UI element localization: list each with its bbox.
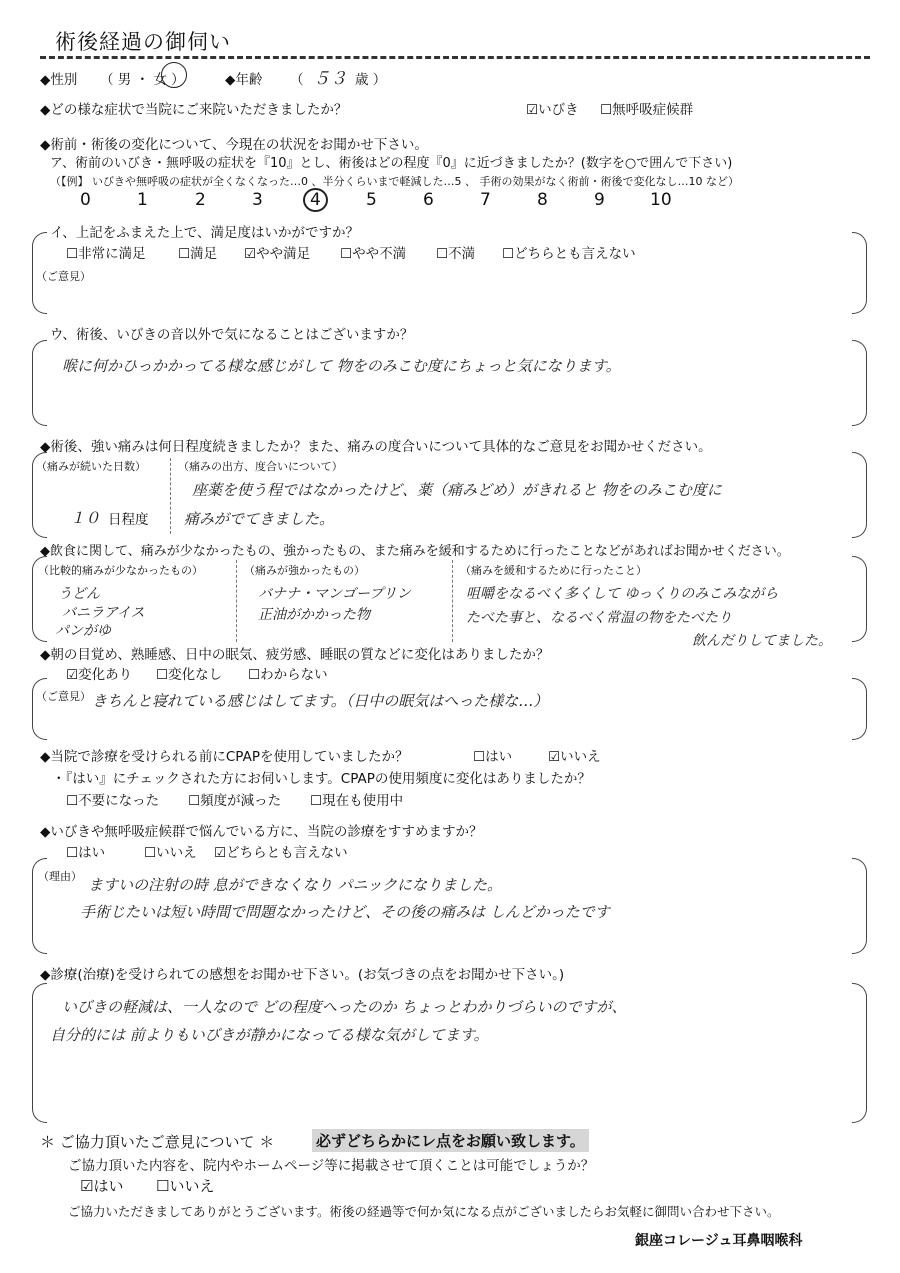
satisfaction-somewhat-satisfied[interactable]: ☑やや満足	[244, 246, 311, 262]
thanks-message: ご協力いただきましてありがとうございます。術後の経過等で何か気になる点がございましたらお気軽に御問い合わせ下さい。	[68, 1204, 780, 1219]
q2-u-answer[interactable]: 喉に何かひっかかってる様な感じがして 物をのみこむ度にちょっと気になります。	[62, 357, 621, 375]
q4-low-item-1[interactable]: うどん	[58, 586, 100, 602]
scale-7[interactable]: 7	[480, 190, 491, 210]
q4-high-item-1[interactable]: バナナ・マンゴープリン	[258, 586, 411, 602]
q1-option-apnea[interactable]: ☐無呼吸症候群	[600, 102, 694, 118]
consent-option-yes[interactable]: ☑はい	[80, 1177, 124, 1195]
scale-2[interactable]: 2	[195, 190, 206, 210]
q4-low-item-2[interactable]: バニラアイス	[62, 605, 145, 621]
q5-option-unchanged[interactable]: ☐変化なし	[156, 667, 223, 683]
q5-question: ◆朝の目覚め、熟睡感、日中の眠気、疲労感、睡眠の質などに変化はありましたか？	[40, 647, 550, 663]
q2-a-question: ア、術前のいびき・無呼吸の症状を『10』とし、術後はどの程度『0』に近づきましたか？(数字を○で囲んで下さい)	[50, 156, 733, 171]
q2-example: （【例】 いびきや無呼吸の症状が全くなくなった…0 、半分くらいまで軽減した…5 、 手術の効果がなく術前・術後で変化なし…10 など）	[50, 175, 739, 188]
bracket-left	[32, 340, 47, 426]
q6-option-yes[interactable]: ☐はい	[473, 749, 513, 765]
q4-relief-line2[interactable]: たべた事と、なるべく常温の物をたべたり	[466, 610, 732, 626]
consent-question: ご協力頂いた内容を、院内やホームページ等に掲載させて頂くことは可能でしょうか？	[68, 1158, 595, 1174]
footer-note-emphasis: 必ずどちらかにレ点をお願い致します。	[312, 1129, 589, 1152]
gender-label: ◆性別	[40, 72, 78, 88]
q3-question: ◆術後、強い痛みは何日程度続きましたか？また、痛みの度合いについて具体的なご意見をお聞かせください。	[40, 439, 712, 455]
q6-question: ◆当院で診療を受けられる前にCPAPを使用していましたか？	[40, 749, 409, 765]
satisfaction-dissatisfied[interactable]: ☐不満	[436, 246, 476, 262]
q4-relief-label: （痛みを緩和するために行ったこと）	[460, 564, 647, 577]
satisfaction-neutral[interactable]: ☐どちらとも言えない	[502, 246, 636, 262]
q1-question: ◆どの様な症状で当院にご来院いただきましたか？	[40, 102, 348, 118]
bracket-right	[852, 232, 867, 314]
q7-answer-line1[interactable]: ますいの注射の時 息ができなくなり パニックになりました。	[88, 876, 502, 894]
q8-answer-line2[interactable]: 自分的には 前よりもいびきが静かになってる様な気がしてます。	[50, 1026, 489, 1044]
q5-option-unknown[interactable]: ☐わからない	[248, 667, 328, 683]
q4-relief-line3[interactable]: 飲んだりしてました。	[692, 633, 832, 649]
satisfaction-satisfied[interactable]: ☐満足	[178, 246, 218, 262]
q6-followup-less-frequent[interactable]: ☐頻度が減った	[188, 793, 282, 809]
q3-detail-label: （痛みの出方、度合いについて）	[178, 460, 343, 473]
q3-detail-line1[interactable]: 座薬を使う程ではなかったけど、薬（痛みどめ）がきれると 物をのみこむ度に	[192, 481, 722, 499]
age-value[interactable]: ５３	[313, 69, 347, 89]
q6-followup-not-needed[interactable]: ☐不要になった	[66, 793, 160, 809]
q6-followup-still-using[interactable]: ☐現在も使用中	[310, 793, 404, 809]
bracket-right	[852, 858, 867, 954]
q5-opinion-label: （ご意見）	[36, 690, 91, 703]
q3-separator	[170, 458, 171, 534]
title-divider	[40, 56, 870, 59]
q3-detail-line2[interactable]: 痛みがでてきました。	[184, 510, 335, 528]
q1-option-snoring[interactable]: ☑いびき	[526, 102, 579, 118]
bracket-right	[852, 983, 867, 1123]
bracket-right	[852, 678, 867, 740]
scale-8[interactable]: 8	[537, 190, 548, 210]
q4-separator-2	[452, 560, 453, 642]
scale-1[interactable]: 1	[137, 190, 148, 210]
q8-question: ◆診療(治療)を受けられての感想をお聞かせ下さい。(お気づきの点をお聞かせ下さい。)	[40, 967, 565, 983]
q4-low-label: （比較的痛みが少なかったもの）	[38, 564, 203, 577]
q7-option-neutral[interactable]: ☑どちらとも言えない	[214, 845, 348, 861]
q7-question: ◆いびきや無呼吸症候群で悩んでいる方に、当院の診療をすすめますか？	[40, 824, 483, 840]
age-open-paren: （	[290, 72, 304, 88]
q2-heading: ◆術前・術後の変化について、今現在の状況をお聞かせ下さい。	[40, 137, 428, 153]
q7-option-yes[interactable]: ☐はい	[66, 845, 106, 861]
q7-option-no[interactable]: ☐いいえ	[144, 845, 197, 861]
page-title: 術後経過の御伺い	[55, 30, 231, 54]
q4-high-label: （痛みが強かったもの）	[244, 564, 365, 577]
q3-days-label: （痛みが続いた日数）	[36, 460, 146, 473]
gender-options: （ 男 ・ 女 ）	[100, 72, 185, 88]
scale-9[interactable]: 9	[594, 190, 605, 210]
q8-answer-line1[interactable]: いびきの軽減は、一人なので どの程度へったのか ちょっとわかりづらいのですが、	[62, 998, 627, 1016]
q6-option-no[interactable]: ☑いいえ	[548, 749, 601, 765]
q7-reason-label: （理由）	[38, 870, 82, 883]
q3-days-value[interactable]: １０	[70, 509, 101, 527]
bracket-right	[852, 340, 867, 426]
clinic-name: 銀座コレージュ耳鼻咽喉科	[635, 1233, 803, 1249]
satisfaction-somewhat-dissatisfied[interactable]: ☐やや不満	[340, 246, 407, 262]
bracket-right	[852, 452, 867, 538]
scale-3[interactable]: 3	[252, 190, 263, 210]
scale-6[interactable]: 6	[423, 190, 434, 210]
q6-followup: ・『はい』にチェックされた方にお伺いします。CPAPの使用頻度に変化はありましたか？	[52, 771, 591, 787]
scale-0[interactable]: 0	[80, 190, 91, 210]
q4-high-item-2[interactable]: 正油がかかった物	[258, 607, 370, 623]
q4-low-item-3[interactable]: パンがゆ	[55, 623, 111, 639]
q4-relief-line1[interactable]: 咀嚼をなるべく多くして ゆっくりのみこみながら	[466, 586, 779, 602]
q4-question: ◆飲食に関して、痛みが少なかったもの、強かったもの、また痛みを緩和するために行ったことなどがあればお聞かせください。	[40, 544, 790, 559]
bracket-left	[32, 983, 47, 1123]
scale-10[interactable]: 10	[650, 190, 672, 210]
satisfaction-opinion-label: （ご意見）	[36, 270, 91, 283]
q2-u-question: ウ、術後、いびきの音以外で気になることはございますか？	[50, 327, 414, 343]
consent-option-no[interactable]: ☐いいえ	[156, 1177, 215, 1195]
age-unit: 歳 ）	[355, 72, 387, 88]
age-label: ◆年齢	[225, 72, 263, 88]
scale-5[interactable]: 5	[366, 190, 377, 210]
q3-days-unit: 日程度	[108, 512, 149, 528]
bracket-right	[852, 556, 867, 642]
q5-option-changed[interactable]: ☑変化あり	[66, 667, 133, 683]
q7-answer-line2[interactable]: 手術じたいは短い時間で問題なかったけど、その後の痛みは しんどかったです	[80, 903, 610, 921]
q4-separator-1	[236, 560, 237, 642]
scale-4-selected[interactable]: 4	[303, 188, 328, 212]
q2-i-question: イ、上記をふまえた上で、満足度はいかがですか？	[50, 225, 360, 241]
gender-circle-mark	[161, 62, 187, 88]
satisfaction-very-satisfied[interactable]: ☐非常に満足	[66, 246, 146, 262]
footer-note-prefix: ＊ ご協力頂いたご意見について ＊	[40, 1133, 275, 1151]
q5-answer[interactable]: きちんと寝れている感じはしてます。（日中の眠気はへった様な…）	[92, 692, 549, 710]
